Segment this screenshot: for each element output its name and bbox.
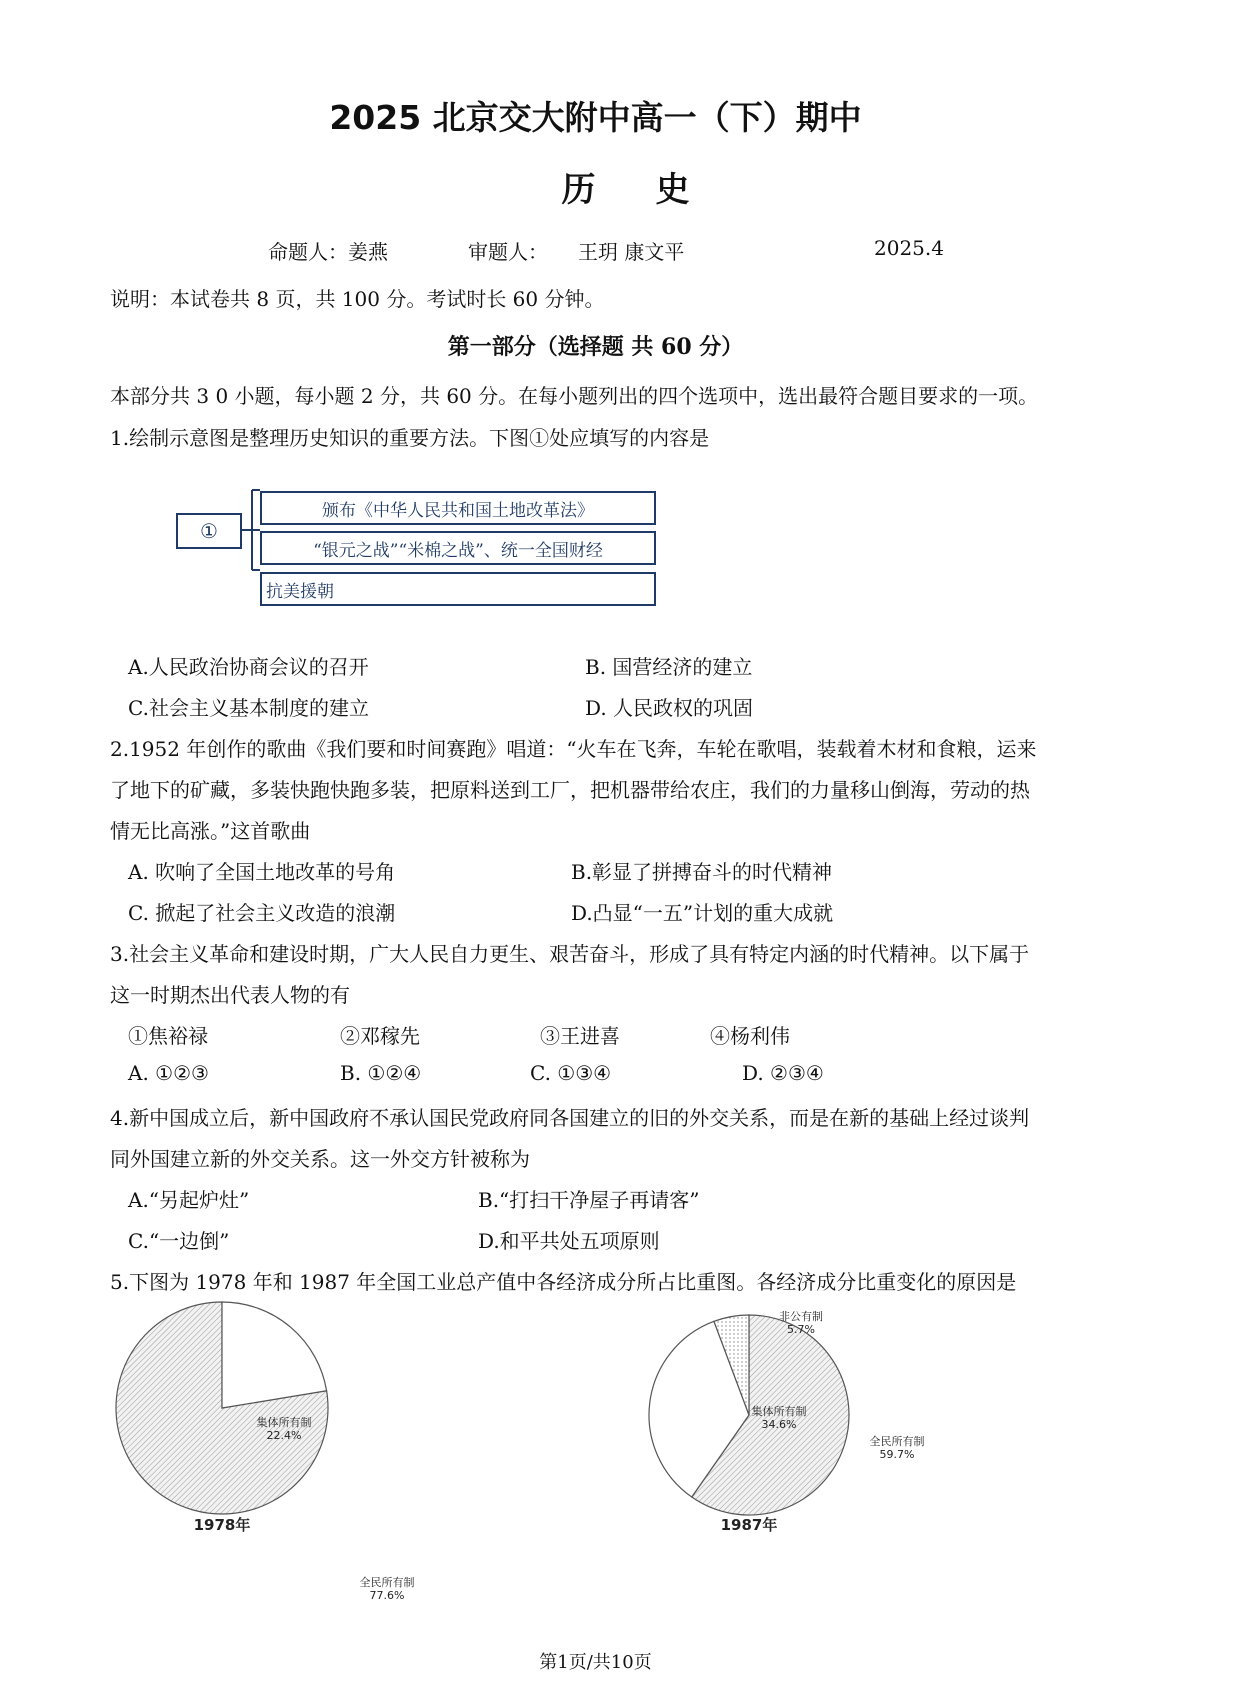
pie-label-1-0: 全民所有制 (869, 1435, 925, 1448)
pie-chart-1987 (640, 1300, 925, 1540)
q2-option-c: C. 掀起了社会主义改造的浪潮 (128, 901, 396, 925)
q4-stem-line-1: 4.新中国成立后，新中国政府不承认国民党政府同各国建立的旧的外交关系，而是在新的基础上经过谈判 (110, 1106, 1030, 1130)
q3-item-4: ④杨利伟 (710, 1024, 790, 1048)
q1-option-d: D. 人民政权的巩固 (585, 696, 754, 720)
q4-stem-line-2: 同外国建立新的外交关系。这一外交方针被称为 (110, 1147, 530, 1171)
pie-label-0-1: 集体所有制 (256, 1416, 312, 1429)
pie-value-0-0: 77.6% (369, 1589, 405, 1602)
reviewer-names: 王玥 康文平 (578, 240, 685, 264)
q1-node-circle-1: ① (176, 513, 242, 549)
pie-value-1-1: 34.6% (761, 1418, 797, 1431)
q4-option-d: D.和平共处五项原则 (478, 1229, 660, 1253)
q1-option-b: B. 国营经济的建立 (585, 655, 753, 679)
q3-option-a: A. ①②③ (128, 1061, 209, 1085)
page-footer: 第1页/共10页 (539, 1652, 652, 1673)
q1-option-a: A.人民政治协商会议的召开 (128, 655, 369, 679)
section-intro: 本部分共 3 0 小题，每小题 2 分，共 60 分。在每小题列出的四个选项中，选出最符合题目要求的一项。 (110, 384, 1039, 408)
q3-option-d: D. ②③④ (742, 1061, 824, 1085)
q3-option-c: C. ①③④ (530, 1061, 612, 1085)
q1-box-land-reform: 颁布《中华人民共和国土地改革法》 (260, 491, 656, 525)
q3-stem-line-2: 这一时期杰出代表人物的有 (110, 983, 350, 1007)
q1-option-c: C.社会主义基本制度的建立 (128, 696, 369, 720)
q4-option-b: B.“打扫干净屋子再请客” (478, 1188, 700, 1212)
q1-box-korea-war: 抗美援朝 (260, 572, 656, 606)
setter: 命题人：姜燕 (268, 240, 388, 264)
q3-item-1: ①焦裕禄 (128, 1024, 208, 1048)
section-title: 第一部分（选择题 共 60 分） (447, 334, 744, 360)
q2-option-a: A. 吹响了全国土地改革的号角 (128, 860, 396, 884)
q3-item-3: ③王进喜 (540, 1024, 620, 1048)
exam-date: 2025.4 (874, 236, 944, 260)
exam-title: 2025 北京交大附中高一（下）期中 (329, 98, 862, 137)
q5-stem: 5.下图为 1978 年和 1987 年全国工业总产值中各经济成分所占比重图。各经济成分比重变化的原因是 (110, 1270, 1017, 1294)
pie-value-0-1: 22.4% (266, 1429, 302, 1442)
q2-stem-line-2: 了地下的矿藏，多装快跑快跑多装，把原料送到工厂，把机器带给农庄，我们的力量移山倒海，劳动的热 (110, 778, 1030, 802)
q2-stem-line-1: 2.1952 年创作的歌曲《我们要和时间赛跑》唱道：“火车在飞奔，车轮在歌唱，装载着木材和食粮，运来 (110, 737, 1037, 761)
q3-item-2: ②邓稼先 (340, 1024, 420, 1048)
q4-option-a: A.“另起炉灶” (128, 1188, 250, 1212)
q3-option-b: B. ①②④ (340, 1061, 422, 1085)
pie-chart-1978 (100, 1300, 415, 1602)
q1-box-finance: “银元之战”“米棉之战”、统一全国财经 (260, 531, 656, 565)
pie-slice-0-1 (222, 1302, 327, 1408)
pie-label-1-1: 集体所有制 (751, 1405, 807, 1418)
pie-value-1-0: 59.7% (879, 1448, 915, 1461)
pie-label-0-0: 全民所有制 (359, 1576, 415, 1589)
q4-option-c: C.“一边倒” (128, 1229, 230, 1253)
reviewer-label: 审题人： (468, 240, 548, 264)
pie-year-label-0: 1978年 (193, 1516, 251, 1534)
pie-year-label-1: 1987年 (720, 1516, 778, 1534)
q2-option-d: D.凸显“一五”计划的重大成就 (571, 901, 834, 925)
q2-option-b: B.彰显了拼搏奋斗的时代精神 (571, 860, 833, 884)
q3-stem-line-1: 3.社会主义革命和建设时期，广大人民自力更生、艰苦奋斗，形成了具有特定内涵的时代精神。以下属于 (110, 942, 1030, 966)
pie-label-1-2: 非公有制 (779, 1310, 823, 1323)
pie-value-1-2: 5.7% (787, 1323, 815, 1336)
subject-title: 历史 (561, 170, 750, 210)
q2-stem-line-3: 情无比高涨。”这首歌曲 (110, 819, 311, 843)
instructions: 说明：本试卷共 8 页，共 100 分。考试时长 60 分钟。 (110, 287, 605, 311)
q1-stem: 1.绘制示意图是整理历史知识的重要方法。下图①处应填写的内容是 (110, 426, 710, 450)
